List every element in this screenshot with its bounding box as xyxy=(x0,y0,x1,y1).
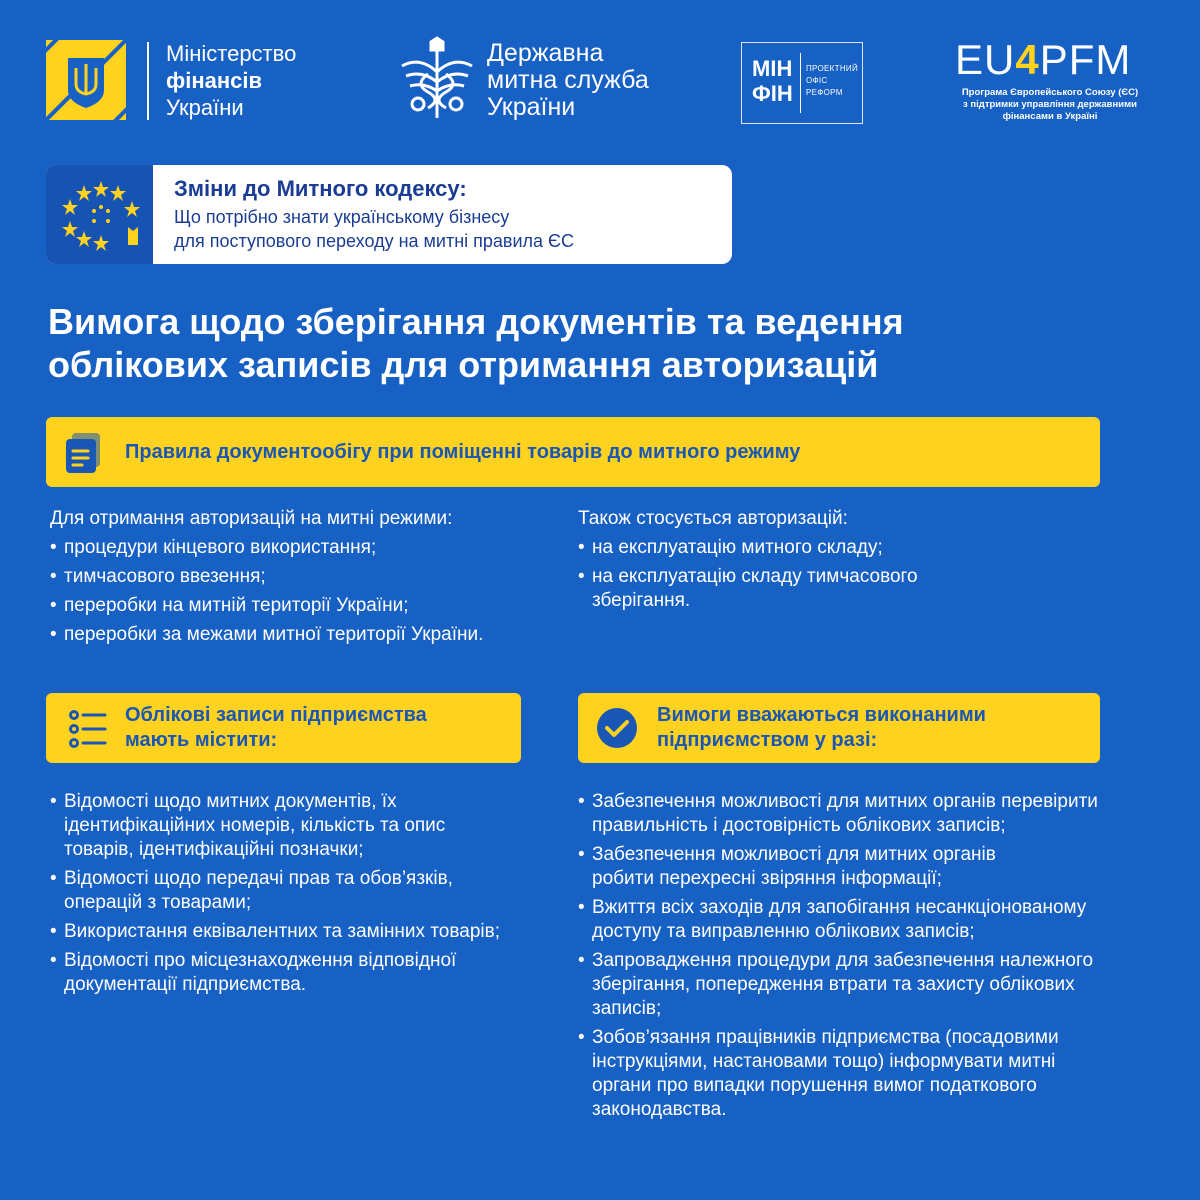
customs-line1: Державна xyxy=(487,39,604,67)
list-item: • переробки на митній території України; xyxy=(50,594,555,618)
eu4pfm-logo-b: 4 xyxy=(1015,36,1040,83)
list-item: • на експлуатацію складу тимчасового зберігання. xyxy=(578,565,998,613)
list-item: • тимчасового ввезення; xyxy=(50,565,555,589)
section1-right xyxy=(578,507,1018,613)
list-item: • Вжиття всіх заходів для запобігання несанкціонованому доступу та виправленню облікових записів; xyxy=(578,896,1088,944)
list-item: • Відомості щодо передачі прав та обов’язків, операцій з товарами; xyxy=(50,867,520,915)
eu-stars-icon xyxy=(46,165,153,264)
list-item: • Забезпечення можливості для митних органів робити перехресні звіряння інформації; xyxy=(578,843,1048,891)
customs-line3: України xyxy=(487,93,576,121)
minfin-big1: МІН xyxy=(752,56,793,81)
banner-line2: для поступового переходу на митні правила ЄС xyxy=(174,231,574,251)
section2-heading-line2: мають містити: xyxy=(125,729,278,751)
customs-line2: митна служба xyxy=(487,66,649,94)
page-title-line1: Вимога щодо зберігання документів та ведення xyxy=(48,301,904,342)
document-icon xyxy=(64,431,108,480)
minfin-reform-office-logo xyxy=(741,42,863,124)
customs-emblem-icon xyxy=(398,36,476,122)
eu4pfm-sub1: Програма Європейського Союзу (ЄС) xyxy=(961,87,1139,98)
section1-left-intro: Для отримання авторизацій на митні режими: xyxy=(50,508,453,529)
list-item: • Запровадження процедури для забезпечення належного зберігання, попередження втрати та захисту облікових записів; xyxy=(578,949,1108,1021)
minfin-line3: України xyxy=(166,95,244,120)
list-item: • Використання еквівалентних та замінних товарів; xyxy=(50,920,520,944)
minfin-small3: РЕФОРМ xyxy=(806,88,843,97)
eu4pfm-sub2: з підтримки управління державними xyxy=(963,99,1137,110)
minfin-small1: ПРОЕКТНИЙ xyxy=(806,64,858,73)
minfin-line1: Міністерство xyxy=(166,41,297,66)
list-item: • Відомості про місцезнаходження відповідної документації підприємства. xyxy=(50,949,520,997)
section2-header xyxy=(46,693,521,763)
minfin-name xyxy=(166,40,296,121)
list-icon xyxy=(68,709,108,754)
customs-name xyxy=(487,40,649,121)
section3-header xyxy=(578,693,1100,763)
section1-left xyxy=(50,507,555,647)
eu4pfm-logo-c: PFM xyxy=(1039,36,1132,83)
list-item: • Відомості щодо митних документів, їх ідентифікаційних номерів, кількість та опис товарів, ідентифікаційні позначки; xyxy=(50,790,520,862)
logo-separator xyxy=(800,53,801,113)
minfin-emblem-icon xyxy=(46,40,126,120)
banner-title: Зміни до Митного кодексу: xyxy=(174,176,467,201)
check-circle-icon xyxy=(596,707,638,754)
list-item: • процедури кінцевого використання; xyxy=(50,536,555,560)
list-item: • Зобов’язання працівників підприємства (посадовими інструкціями, настановами тощо) інформувати митні органи про випадки порушення вимог податкового законодавства. xyxy=(578,1026,1118,1122)
section1-right-intro: Також стосується авторизацій: xyxy=(578,508,848,529)
section2-list xyxy=(50,790,520,997)
page-title xyxy=(48,300,1148,386)
list-item: • на експлуатацію митного складу; xyxy=(578,536,1018,560)
eu4pfm-sub3: фінансами в Україні xyxy=(1002,111,1098,122)
section3-heading-line1: Вимоги вважаються виконаними xyxy=(657,704,986,726)
section3-heading-line2: підприємством у разі: xyxy=(657,729,878,751)
banner-line1: Що потрібно знати українському бізнесу xyxy=(174,207,510,227)
list-item: • Забезпечення можливості для митних органів перевірити правильність і достовірність облікових записів; xyxy=(578,790,1143,838)
section2-heading-line1: Облікові записи підприємства xyxy=(125,704,427,726)
eu4pfm-logo xyxy=(955,38,1131,82)
list-item: • переробки за межами митної території України. xyxy=(50,623,510,647)
eu4pfm-subtitle xyxy=(934,87,1166,123)
page-title-line2: облікових записів для отримання авторизацій xyxy=(48,344,879,385)
topic-banner xyxy=(46,165,732,264)
header-divider xyxy=(147,42,149,120)
minfin-line2: фінансів xyxy=(166,68,263,93)
minfin-big2: ФІН xyxy=(752,81,793,106)
section1-header xyxy=(46,417,1100,487)
section1-heading: Правила документообігу при поміщенні товарів до митного режиму xyxy=(125,441,801,463)
eu4pfm-logo-a: EU xyxy=(955,36,1016,83)
minfin-small2: ОФІС xyxy=(806,76,828,85)
section3-list xyxy=(578,790,1143,1122)
